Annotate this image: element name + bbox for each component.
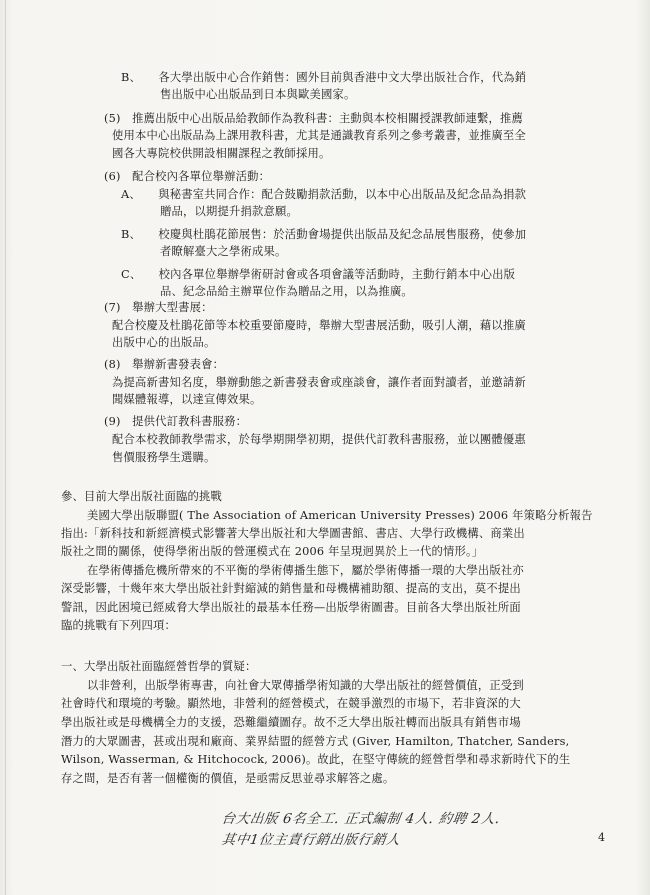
- text-line: 臨的挑戰有下列四項：: [61, 619, 176, 632]
- subsection-heading: 一、大學出版社面臨經營哲學的質疑：: [61, 660, 257, 673]
- page-edge-line: [5, 0, 6, 895]
- text-line: 以非營利，出版學術專書，向社會大眾傳播學術知識的大學出版社的經營價值，正受到: [87, 679, 524, 692]
- text-line: 學出版社或是母機構全力的支援，恐難繼續圖存。故不乏大學出版社轉而出版具有銷售市場: [61, 716, 521, 729]
- text-line: (6) 配合校內各單位舉辦活動：: [104, 170, 271, 183]
- text-line: 使用本中心出版品為上課用教科書，尤其是通識教育系列之參考叢書，並推廣至全: [112, 129, 526, 142]
- page-number: 4: [598, 831, 605, 844]
- text-line: 聞媒體報導，以達宣傳效果。: [112, 393, 262, 406]
- text-line: 存之間，是否有著一個權衡的價值，是亟需反思並尋求解答之處。: [61, 772, 395, 785]
- text-line: (9) 提供代訂教科書服務：: [104, 415, 248, 428]
- text-line: Wilson, Wasserman, & Hitchocock, 2006)。故此，在堅守傳統的經營哲學和尋求新時代下的生: [61, 753, 571, 766]
- text-line: 售出版中心出版品到日本與歐美國家。: [160, 88, 356, 101]
- text-line: (8) 舉辦新書發表會：: [104, 358, 225, 371]
- text-line: 美國大學出版聯盟( The Association of American University Presses) 2006 年策略分析報告: [87, 509, 593, 522]
- text-line: 版社之間的關係，使得學術出版的營運模式在 2006 年呈現迥異於上一代的情形。」: [61, 545, 484, 558]
- handwritten-note-line-1: 台大出版 6名全工. 正式編制 4人. 約聘 2人.: [220, 811, 502, 827]
- text-line: 售價服務學生選購。: [112, 451, 216, 464]
- text-line: 者瞭解臺大之學術成果。: [160, 245, 287, 258]
- text-line: 在學術傳播危機所帶來的不平衡的學術傳播生態下，屬於學術傳播一環的大學出版社亦: [87, 564, 524, 577]
- text-line: 品、紀念品給主辦單位作為贈品之用，以為推廣。: [160, 285, 413, 298]
- text-line: 深受影響，十幾年來大學出版社針對縮減的銷售量和母機構補助額、提高的支出，莫不提出: [61, 582, 521, 595]
- text-line: 配合校慶及杜鵑花節等本校重要節慶時，舉辦大型書展活動，吸引人潮，藉以推廣: [112, 319, 526, 332]
- text-line: 潛力的大眾圖書，甚或出現和廠商、業界結盟的經營方式 (Giver, Hamilton, Thatcher, Sanders,: [61, 735, 570, 748]
- text-line: 國各大專院校供開設相關課程之教師採用。: [112, 147, 331, 160]
- text-line: (5) 推薦出版中心出版品給教師作為教科書：主動與本校相關授課教師連繫，推薦: [104, 112, 523, 125]
- text-line: C、 校內各單位舉辦學術研討會或各項會議等活動時，主動行銷本中心出版: [121, 268, 516, 281]
- text-line: 指出:「新科技和新經濟模式影響著大學出版社和大學圖書館、書店、大學行政機構、商業出: [61, 527, 525, 540]
- text-line: 贈品，以期提升捐款意願。: [160, 205, 298, 218]
- section-heading: 參、目前大學出版社面臨的挑戰: [61, 490, 222, 503]
- text-line: 社會時代和環境的考驗。顯然地，非營利的經營模式，在競爭激烈的市場下，若非資深的大: [61, 697, 521, 710]
- handwritten-note-line-2: 其中1位主責行銷出版行銷人: [220, 832, 402, 848]
- text-line: 配合本校教師教學需求，於每學期開學初期，提供代訂教科書服務，並以團體優惠: [112, 433, 526, 446]
- text-line: B、 各大學出版中心合作銷售：國外目前與香港中文大學出版社合作，代為銷: [121, 71, 527, 84]
- text-line: B、 校慶與杜鵑花節展售：於活動會場提供出版品及紀念品展售服務，使參加: [121, 228, 527, 241]
- text-line: A、 與秘書室共同合作：配合鼓勵捐款活動，以本中心出版品及紀念品為捐款: [121, 188, 527, 201]
- text-line: 為提高新書知名度，舉辦動態之新書發表會或座談會，讓作者面對讀者，並邀請新: [112, 376, 526, 389]
- text-line: (7) 舉辦大型書展：: [104, 301, 213, 314]
- text-line: 出版中心的出版品。: [112, 336, 216, 349]
- text-line: 警訊，因此困境已經威脅大學出版社的最基本任務—出版學術圖書。目前各大學出版社所面: [61, 601, 521, 614]
